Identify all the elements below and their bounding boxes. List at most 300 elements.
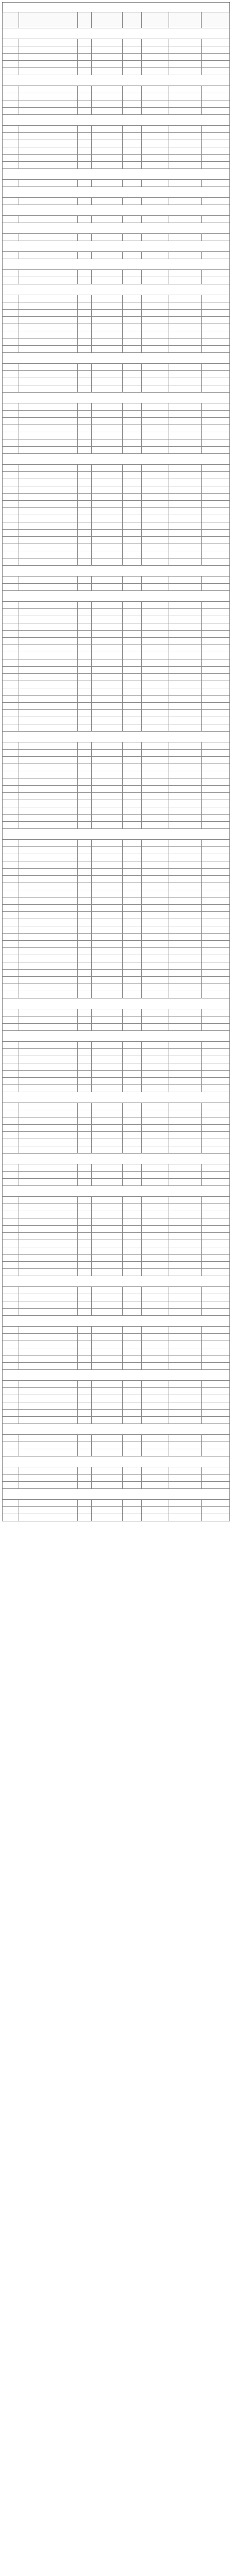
table-cell — [201, 472, 229, 479]
table-cell — [169, 1410, 202, 1417]
table-cell — [3, 883, 19, 890]
table-cell — [19, 1381, 78, 1388]
table-cell — [19, 807, 78, 815]
table-cell — [201, 793, 229, 800]
table-row — [3, 403, 230, 411]
table-cell — [19, 1233, 78, 1240]
table-cell — [92, 277, 123, 284]
table-cell — [3, 1009, 19, 1016]
section-title — [3, 1489, 230, 1500]
table-cell — [201, 508, 229, 515]
table-cell — [142, 418, 169, 425]
table-cell — [123, 1085, 142, 1092]
table-cell — [142, 890, 169, 897]
table-cell — [78, 1063, 92, 1071]
table-cell — [123, 616, 142, 623]
table-cell — [3, 623, 19, 631]
table-cell — [142, 425, 169, 432]
table-row — [3, 1309, 230, 1316]
table-cell — [3, 378, 19, 385]
table-cell — [123, 912, 142, 919]
table-cell — [201, 1355, 229, 1363]
table-cell — [19, 1514, 78, 1521]
section-title — [3, 1316, 230, 1327]
table-cell — [92, 742, 123, 750]
section-title — [3, 205, 230, 216]
table-cell — [3, 411, 19, 418]
table-cell — [201, 216, 229, 223]
table-cell — [142, 1197, 169, 1204]
table-cell — [169, 1475, 202, 1482]
table-row — [3, 155, 230, 162]
column-header — [19, 12, 78, 28]
table-cell — [19, 411, 78, 418]
table-cell — [3, 1063, 19, 1071]
table-cell — [92, 645, 123, 652]
table-cell — [142, 252, 169, 259]
table-cell — [201, 425, 229, 432]
table-cell — [3, 609, 19, 616]
table-cell — [3, 100, 19, 108]
table-cell — [142, 1269, 169, 1276]
table-cell — [92, 1355, 123, 1363]
table-cell — [142, 1009, 169, 1016]
table-cell — [78, 1117, 92, 1125]
table-cell — [169, 764, 202, 771]
table-cell — [201, 645, 229, 652]
table-cell — [78, 252, 92, 259]
table-cell — [142, 1355, 169, 1363]
table-cell — [123, 800, 142, 807]
table-cell — [19, 584, 78, 591]
table-row — [3, 645, 230, 652]
table-cell — [3, 530, 19, 537]
table-row — [3, 807, 230, 815]
table-row — [3, 1125, 230, 1132]
table-cell — [3, 778, 19, 786]
table-cell — [201, 757, 229, 764]
table-cell — [78, 602, 92, 609]
table-cell — [3, 955, 19, 962]
section-title — [3, 566, 230, 577]
table-cell — [169, 515, 202, 522]
table-cell — [142, 861, 169, 869]
table-cell — [92, 1402, 123, 1410]
table-cell — [169, 558, 202, 566]
table-cell — [19, 1164, 78, 1172]
table-cell — [92, 1410, 123, 1417]
table-cell — [3, 479, 19, 486]
table-cell — [123, 1172, 142, 1179]
table-cell — [142, 324, 169, 331]
section-title — [3, 223, 230, 234]
table-cell — [92, 54, 123, 61]
table-cell — [201, 108, 229, 115]
table-cell — [19, 530, 78, 537]
table-cell — [123, 602, 142, 609]
table-cell — [123, 577, 142, 584]
table-cell — [3, 897, 19, 905]
table-cell — [201, 977, 229, 984]
table-row — [3, 1139, 230, 1146]
table-cell — [123, 147, 142, 155]
table-cell — [19, 371, 78, 378]
table-cell — [92, 100, 123, 108]
table-cell — [123, 934, 142, 941]
table-cell — [78, 1301, 92, 1309]
table-cell — [78, 530, 92, 537]
table-cell — [142, 955, 169, 962]
table-cell — [19, 295, 78, 302]
table-cell — [169, 822, 202, 829]
table-cell — [169, 1363, 202, 1370]
table-cell — [19, 822, 78, 829]
table-cell — [78, 447, 92, 454]
table-cell — [19, 1247, 78, 1255]
table-cell — [169, 919, 202, 926]
table-cell — [123, 465, 142, 472]
table-cell — [201, 1417, 229, 1424]
table-row — [3, 472, 230, 479]
table-cell — [19, 1056, 78, 1063]
section-title-row — [3, 998, 230, 1009]
table-cell — [142, 61, 169, 68]
table-cell — [123, 977, 142, 984]
table-cell — [78, 840, 92, 847]
section-title — [3, 353, 230, 364]
table-cell — [78, 807, 92, 815]
table-cell — [92, 1475, 123, 1482]
table-cell — [19, 1132, 78, 1139]
table-cell — [78, 1348, 92, 1355]
section-title — [3, 591, 230, 602]
section-title-row — [3, 75, 230, 86]
table-cell — [92, 1056, 123, 1063]
table-cell — [92, 1024, 123, 1031]
table-cell — [201, 1172, 229, 1179]
table-cell — [169, 717, 202, 724]
table-cell — [123, 905, 142, 912]
table-cell — [92, 659, 123, 667]
table-cell — [142, 68, 169, 75]
section-title-row — [3, 205, 230, 216]
table-cell — [169, 962, 202, 970]
table-cell — [169, 1240, 202, 1247]
table-cell — [78, 991, 92, 998]
table-cell — [3, 486, 19, 494]
table-cell — [142, 54, 169, 61]
table-cell — [123, 317, 142, 324]
table-cell — [123, 919, 142, 926]
table-row — [3, 955, 230, 962]
table-cell — [78, 1211, 92, 1218]
table-cell — [142, 1103, 169, 1110]
table-cell — [169, 162, 202, 169]
table-cell — [201, 948, 229, 955]
table-cell — [142, 750, 169, 757]
table-cell — [92, 1247, 123, 1255]
table-cell — [201, 984, 229, 991]
table-cell — [92, 1204, 123, 1211]
table-cell — [3, 1071, 19, 1078]
table-cell — [3, 1110, 19, 1117]
table-cell — [169, 1395, 202, 1402]
table-cell — [123, 955, 142, 962]
table-cell — [78, 1125, 92, 1132]
table-cell — [3, 1507, 19, 1514]
table-cell — [142, 1294, 169, 1301]
table-cell — [123, 1341, 142, 1348]
table-cell — [19, 681, 78, 688]
table-cell — [92, 750, 123, 757]
table-cell — [169, 501, 202, 508]
table-cell — [78, 1334, 92, 1341]
table-row — [3, 962, 230, 970]
table-row — [3, 674, 230, 681]
table-cell — [201, 717, 229, 724]
table-cell — [19, 501, 78, 508]
table-row — [3, 1164, 230, 1172]
table-cell — [123, 1049, 142, 1056]
table-cell — [92, 1482, 123, 1489]
table-cell — [123, 822, 142, 829]
table-cell — [142, 577, 169, 584]
table-cell — [201, 411, 229, 418]
table-cell — [3, 1226, 19, 1233]
table-cell — [123, 479, 142, 486]
table-cell — [3, 1388, 19, 1395]
table-cell — [123, 1063, 142, 1071]
table-row — [3, 1435, 230, 1442]
table-row — [3, 1381, 230, 1388]
table-cell — [123, 771, 142, 778]
table-cell — [201, 800, 229, 807]
table-cell — [92, 1233, 123, 1240]
table-cell — [3, 1085, 19, 1092]
table-cell — [142, 912, 169, 919]
document-title — [2, 2, 230, 12]
table-cell — [142, 674, 169, 681]
table-cell — [201, 659, 229, 667]
table-cell — [78, 962, 92, 970]
table-row — [3, 1475, 230, 1482]
table-cell — [169, 155, 202, 162]
table-cell — [3, 270, 19, 277]
table-cell — [19, 1110, 78, 1117]
table-cell — [123, 1514, 142, 1521]
table-cell — [78, 1103, 92, 1110]
table-cell — [92, 1009, 123, 1016]
table-cell — [142, 501, 169, 508]
table-cell — [78, 1247, 92, 1255]
table-row — [3, 346, 230, 353]
table-cell — [78, 140, 92, 147]
table-cell — [169, 1009, 202, 1016]
table-cell — [201, 667, 229, 674]
table-cell — [201, 1500, 229, 1507]
table-cell — [3, 522, 19, 530]
table-cell — [19, 551, 78, 558]
table-cell — [123, 1255, 142, 1262]
table-cell — [201, 1056, 229, 1063]
table-cell — [78, 861, 92, 869]
table-cell — [142, 479, 169, 486]
table-cell — [123, 1301, 142, 1309]
table-cell — [3, 252, 19, 259]
table-cell — [78, 1402, 92, 1410]
table-row — [3, 1009, 230, 1016]
table-cell — [169, 742, 202, 750]
table-cell — [92, 623, 123, 631]
table-row — [3, 558, 230, 566]
table-cell — [78, 86, 92, 93]
table-cell — [142, 1172, 169, 1179]
table-cell — [19, 1009, 78, 1016]
table-cell — [169, 861, 202, 869]
table-cell — [169, 472, 202, 479]
table-cell — [19, 68, 78, 75]
table-cell — [201, 68, 229, 75]
table-cell — [201, 140, 229, 147]
table-cell — [3, 638, 19, 645]
section-title-row — [3, 1370, 230, 1381]
table-cell — [201, 180, 229, 187]
table-cell — [92, 126, 123, 133]
table-cell — [142, 1016, 169, 1024]
table-cell — [123, 926, 142, 934]
table-row — [3, 140, 230, 147]
table-cell — [3, 1016, 19, 1024]
table-cell — [92, 793, 123, 800]
table-row — [3, 897, 230, 905]
table-cell — [3, 602, 19, 609]
table-row — [3, 295, 230, 302]
table-cell — [78, 681, 92, 688]
table-cell — [92, 302, 123, 310]
table-cell — [19, 786, 78, 793]
table-cell — [123, 530, 142, 537]
table-cell — [201, 501, 229, 508]
table-cell — [142, 234, 169, 241]
table-row — [3, 750, 230, 757]
table-cell — [3, 703, 19, 710]
table-cell — [142, 515, 169, 522]
table-cell — [19, 912, 78, 919]
table-row — [3, 609, 230, 616]
table-cell — [201, 1016, 229, 1024]
table-cell — [142, 508, 169, 515]
table-cell — [19, 472, 78, 479]
table-cell — [169, 1078, 202, 1085]
table-cell — [123, 674, 142, 681]
table-cell — [3, 537, 19, 544]
table-row — [3, 1016, 230, 1024]
table-cell — [169, 403, 202, 411]
table-cell — [201, 1395, 229, 1402]
table-row — [3, 277, 230, 284]
table-cell — [169, 86, 202, 93]
table-cell — [142, 1388, 169, 1395]
table-cell — [142, 180, 169, 187]
table-cell — [123, 338, 142, 346]
table-cell — [201, 1334, 229, 1341]
table-cell — [92, 710, 123, 717]
table-cell — [3, 667, 19, 674]
table-cell — [169, 970, 202, 977]
table-row — [3, 1327, 230, 1334]
table-cell — [78, 537, 92, 544]
table-cell — [169, 385, 202, 393]
table-cell — [92, 905, 123, 912]
table-cell — [19, 1063, 78, 1071]
table-cell — [3, 1514, 19, 1521]
table-cell — [142, 1063, 169, 1071]
table-cell — [92, 432, 123, 439]
table-cell — [201, 544, 229, 551]
table-cell — [19, 270, 78, 277]
table-cell — [169, 1500, 202, 1507]
table-cell — [78, 371, 92, 378]
table-cell — [78, 1449, 92, 1456]
table-cell — [123, 537, 142, 544]
table-row — [3, 970, 230, 977]
table-cell — [142, 602, 169, 609]
table-cell — [123, 1042, 142, 1049]
table-cell — [169, 602, 202, 609]
table-row — [3, 162, 230, 169]
table-cell — [19, 1467, 78, 1475]
table-cell — [92, 411, 123, 418]
table-cell — [78, 1269, 92, 1276]
table-cell — [123, 1402, 142, 1410]
table-cell — [142, 771, 169, 778]
table-row — [3, 681, 230, 688]
table-cell — [201, 703, 229, 710]
table-cell — [92, 1146, 123, 1154]
table-cell — [123, 1327, 142, 1334]
table-cell — [123, 544, 142, 551]
table-cell — [201, 1247, 229, 1255]
table-cell — [19, 847, 78, 854]
table-cell — [3, 1172, 19, 1179]
table-cell — [201, 530, 229, 537]
table-cell — [201, 674, 229, 681]
table-cell — [142, 1514, 169, 1521]
table-cell — [169, 584, 202, 591]
table-cell — [92, 674, 123, 681]
table-cell — [92, 1110, 123, 1117]
table-cell — [3, 681, 19, 688]
table-cell — [19, 147, 78, 155]
table-cell — [19, 180, 78, 187]
table-cell — [78, 688, 92, 696]
table-cell — [123, 1226, 142, 1233]
table-cell — [92, 778, 123, 786]
table-cell — [169, 522, 202, 530]
table-cell — [19, 1125, 78, 1132]
table-row — [3, 757, 230, 764]
table-cell — [142, 100, 169, 108]
table-cell — [19, 1475, 78, 1482]
table-cell — [142, 133, 169, 140]
table-cell — [201, 346, 229, 353]
table-row — [3, 338, 230, 346]
table-cell — [19, 1410, 78, 1417]
table-cell — [92, 786, 123, 793]
table-cell — [201, 1475, 229, 1482]
table-cell — [169, 631, 202, 638]
table-cell — [19, 86, 78, 93]
